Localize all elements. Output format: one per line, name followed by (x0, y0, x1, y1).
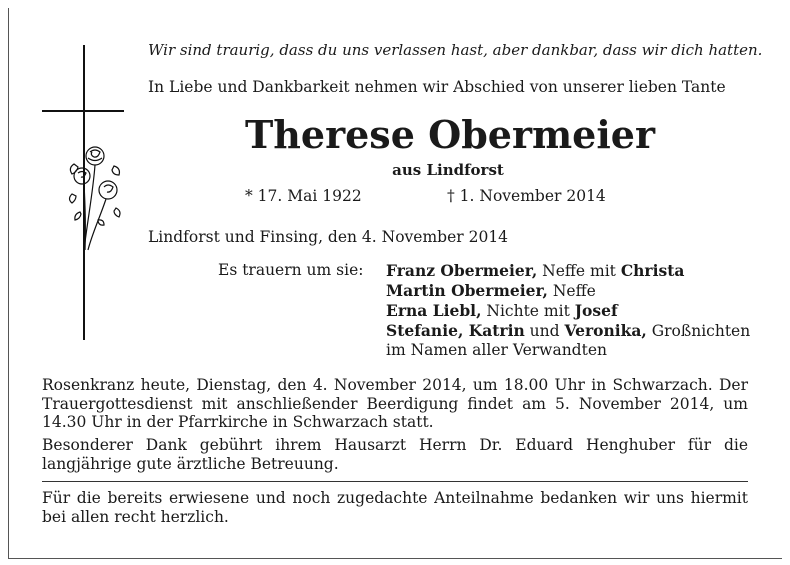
divider (42, 481, 748, 482)
mourner-relation: Neffe mit (537, 262, 621, 280)
mourners-list (386, 261, 750, 360)
mourner-line (386, 321, 750, 341)
thanks-doctor: Besonderer Dank gebührt ihrem Hausarzt Herrn Dr. Eduard Henghuber für die langjährige gute ärztliche Betreuung. (42, 436, 748, 473)
mourner-line: im Namen aller Verwandten (386, 341, 607, 359)
mourner-line (386, 281, 750, 301)
intro-line: In Liebe und Dankbarkeit nehmen wir Abschied von unserer lieben Tante (148, 78, 726, 96)
mourner-line (386, 301, 750, 321)
mourner-name: Franz Obermeier, (386, 261, 538, 280)
mourner-partner: Josef (574, 301, 618, 320)
mourner-relation: Nichte mit (481, 302, 575, 320)
roses-icon (66, 142, 126, 252)
rosary-funeral-info: Rosenkranz heute, Dienstag, den 4. November 2014, um 18.00 Uhr in Schwarzach. Der Trauergottesdienst mit anschließender Beerdigung findet am 5. November 2014, um 14.30 Uhr in der Pfarrkirche in Schwarzach statt. (42, 376, 748, 431)
mourner-name: Veronika, (564, 321, 647, 340)
mourners-label: Es trauern um sie: (218, 261, 364, 279)
mourner-partner: Christa (620, 261, 685, 280)
thanks-sympathy: Für die bereits erwiesene und noch zugedachte Anteilnahme bedanken wir uns hiermit bei allen recht herzlich. (42, 489, 748, 526)
mourner-name: Stefanie, Katrin (386, 321, 525, 340)
mourner-relation: Großnichten (646, 322, 751, 340)
mourner-name: Martin Obermeier, (386, 281, 548, 300)
birth-date: * 17. Mai 1922 (245, 187, 362, 205)
deceased-origin: aus Lindforst (392, 161, 504, 179)
mourner-name: Erna Liebl, (386, 301, 482, 320)
place-date: Lindforst und Finsing, den 4. November 2014 (148, 228, 509, 246)
mourner-relation: Neffe (547, 282, 596, 300)
death-date: † 1. November 2014 (447, 187, 606, 205)
motto-line: Wir sind traurig, dass du uns verlassen hast, aber dankbar, dass wir dich hatten. (148, 41, 763, 59)
deceased-name: Therese Obermeier (245, 112, 655, 157)
mourner-line (386, 261, 750, 281)
mourner-conjunction: und (524, 322, 565, 340)
